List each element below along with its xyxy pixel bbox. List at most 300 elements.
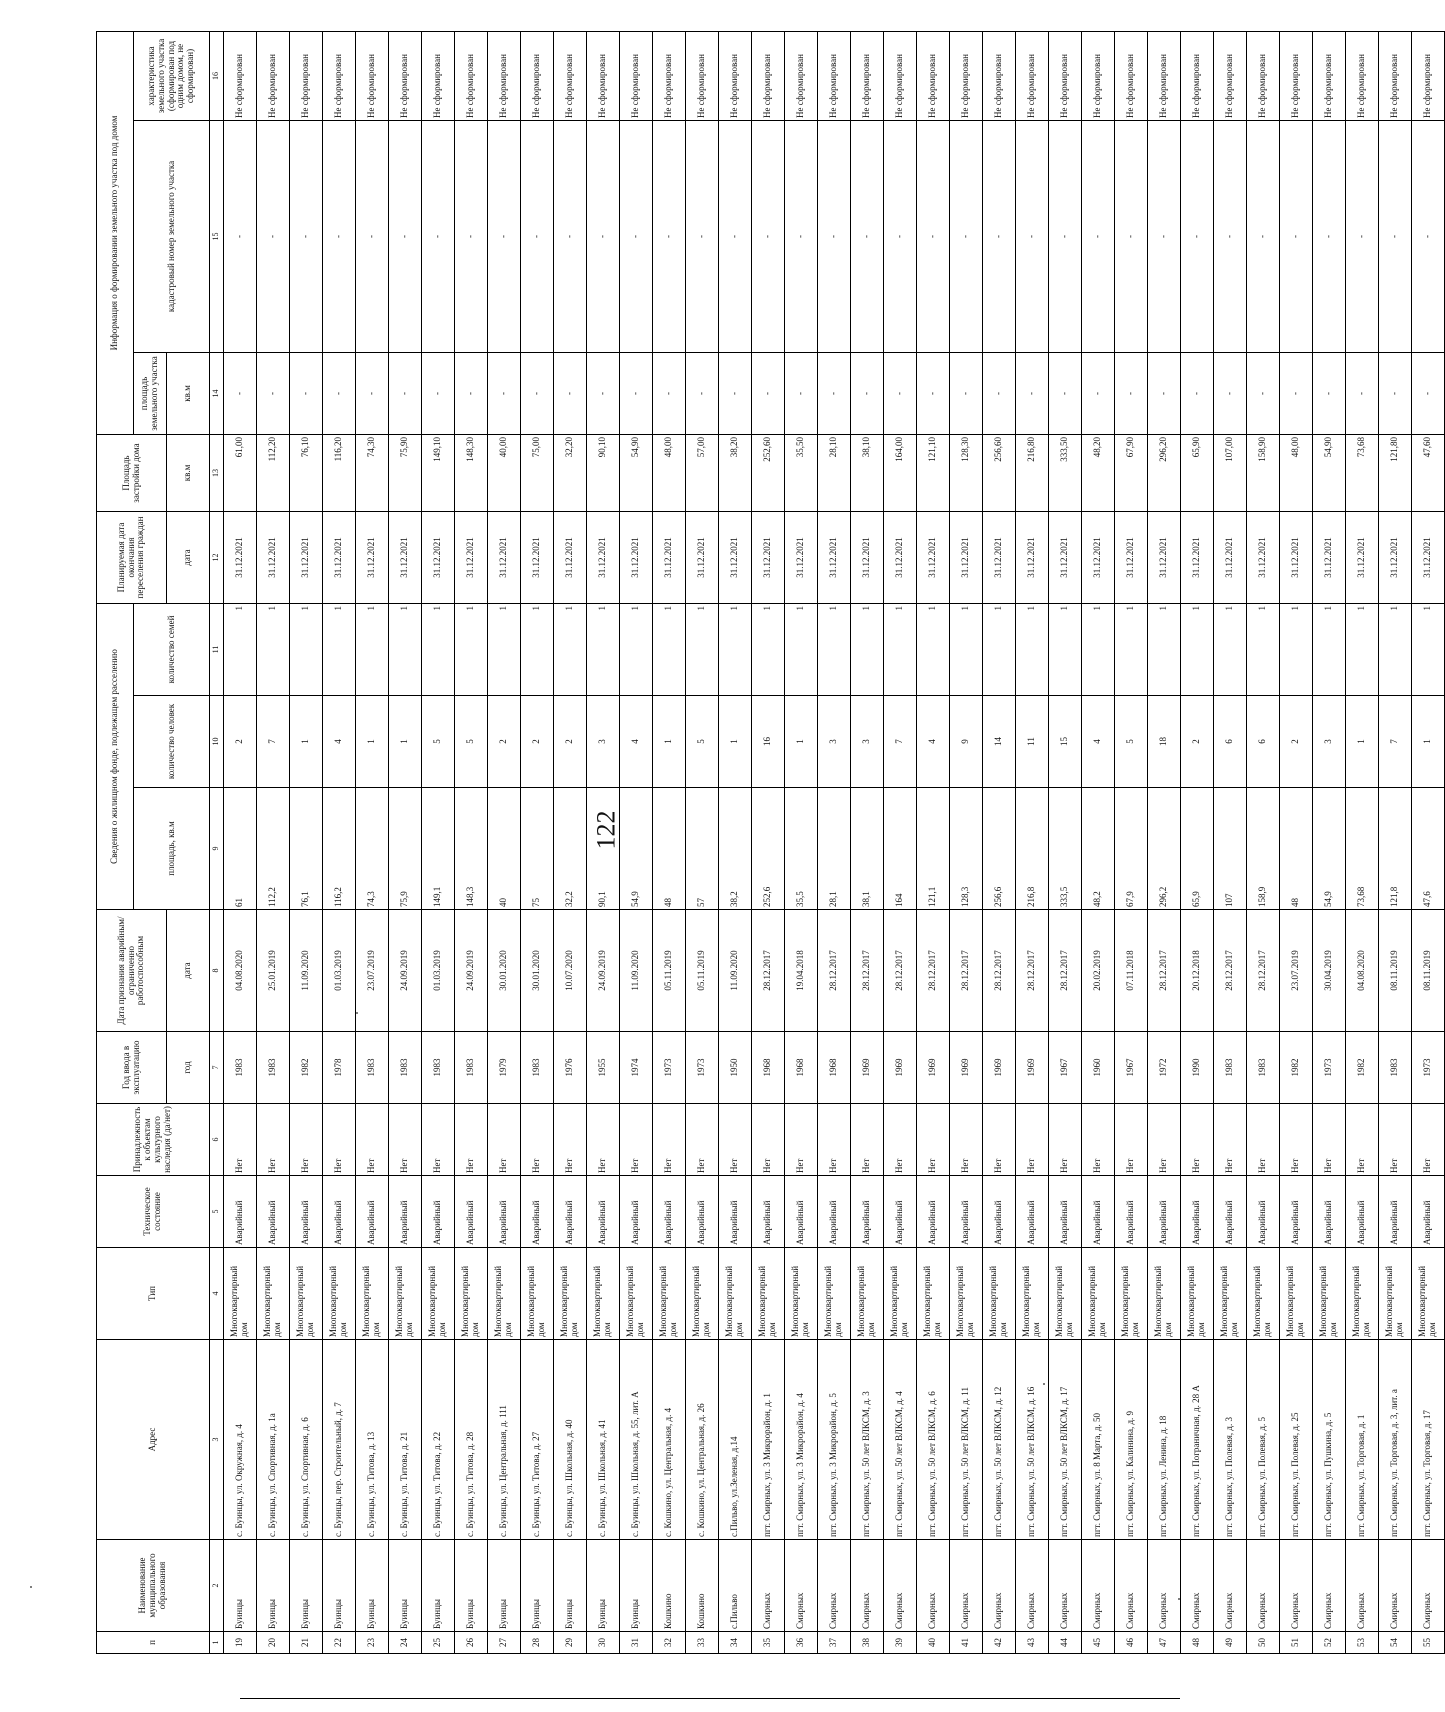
header-people: количество человек xyxy=(134,696,210,788)
land-area-cell: - xyxy=(620,353,653,435)
header-families: количество семей xyxy=(134,604,210,696)
condition-cell: Аварийный xyxy=(851,1176,884,1248)
condition-cell: Аварийный xyxy=(884,1176,917,1248)
municipality-cell: Буинцы xyxy=(422,1540,455,1632)
land-characteristic-cell: Не сформирован xyxy=(1148,32,1181,121)
cadastral-cell: - xyxy=(686,121,719,353)
people-cell: 2 xyxy=(1181,696,1214,788)
header-address: Адрес xyxy=(97,1340,210,1540)
row-number: 21 xyxy=(290,1632,323,1654)
land-characteristic-cell: Не сформирован xyxy=(290,32,323,121)
cadastral-cell: - xyxy=(1016,121,1049,353)
people-cell: 4 xyxy=(323,696,356,788)
area-cell: 164 xyxy=(884,788,917,910)
year-cell: 1982 xyxy=(1346,1032,1379,1104)
column-number: 13 xyxy=(210,435,224,512)
planned-date-cell: 31.12.2021 xyxy=(1379,512,1412,604)
building-area-cell: 112,20 xyxy=(257,435,290,512)
condition-cell: Аварийный xyxy=(1346,1176,1379,1248)
land-area-cell: - xyxy=(1313,353,1346,435)
rotated-table-container xyxy=(96,34,1437,1654)
people-cell: 1 xyxy=(290,696,323,788)
land-characteristic-cell: Не сформирован xyxy=(686,32,719,121)
land-characteristic-cell: Не сформирован xyxy=(389,32,422,121)
heritage-cell: Нет xyxy=(1346,1104,1379,1176)
unit-land-area: кв.м xyxy=(167,353,210,435)
table-row xyxy=(521,32,554,1654)
address-cell: пгт. Смирных, ул. Полевая, д. 5 xyxy=(1247,1340,1280,1540)
land-characteristic-cell: Не сформирован xyxy=(257,32,290,121)
municipality-cell: Буинцы xyxy=(290,1540,323,1632)
land-characteristic-cell: Не сформирован xyxy=(983,32,1016,121)
municipality-cell: Смирных xyxy=(917,1540,950,1632)
municipality-cell: Буинцы xyxy=(488,1540,521,1632)
recognition-date-cell: 07.11.2018 xyxy=(1115,910,1148,1032)
condition-cell: Аварийный xyxy=(521,1176,554,1248)
address-cell: пгт. Смирных, ул. Торговая, д. 1 xyxy=(1346,1340,1379,1540)
heritage-cell: Нет xyxy=(884,1104,917,1176)
families-cell: 1 xyxy=(1247,604,1280,696)
address-cell: пгт. Смирных, ул. 50 лет ВЛКСМ, д. 12 xyxy=(983,1340,1016,1540)
families-cell: 1 xyxy=(1280,604,1313,696)
year-cell: 1990 xyxy=(1181,1032,1214,1104)
type-cell: Многоквартирный дом xyxy=(983,1248,1016,1340)
planned-date-cell: 31.12.2021 xyxy=(1247,512,1280,604)
type-cell: Многоквартирный дом xyxy=(422,1248,455,1340)
building-area-cell: 32,20 xyxy=(554,435,587,512)
municipality-cell: с.Пильво xyxy=(719,1540,752,1632)
families-cell: 1 xyxy=(422,604,455,696)
type-cell: Многоквартирный дом xyxy=(1082,1248,1115,1340)
heritage-cell: Нет xyxy=(950,1104,983,1176)
municipality-cell: Кошкино xyxy=(653,1540,686,1632)
column-number: 10 xyxy=(210,696,224,788)
area-cell: 35,5 xyxy=(785,788,818,910)
row-number: 43 xyxy=(1016,1632,1049,1654)
land-characteristic-cell: Не сформирован xyxy=(455,32,488,121)
land-area-cell: - xyxy=(851,353,884,435)
type-cell: Многоквартирный дом xyxy=(488,1248,521,1340)
building-area-cell: 48,00 xyxy=(1280,435,1313,512)
planned-date-cell: 31.12.2021 xyxy=(1016,512,1049,604)
page-number: 122 xyxy=(591,810,621,850)
heritage-cell: Нет xyxy=(422,1104,455,1176)
cadastral-cell: - xyxy=(1379,121,1412,353)
type-cell: Многоквартирный дом xyxy=(1412,1248,1445,1340)
area-cell: 74,3 xyxy=(356,788,389,910)
people-cell: 3 xyxy=(587,696,620,788)
recognition-date-cell: 05.11.2019 xyxy=(686,910,719,1032)
year-cell: 1983 xyxy=(422,1032,455,1104)
land-characteristic-cell: Не сформирован xyxy=(1313,32,1346,121)
land-characteristic-cell: Не сформирован xyxy=(224,32,257,121)
table-row xyxy=(224,32,257,1654)
address-cell: пгт. Смирных, ул. Ленина, д. 18 xyxy=(1148,1340,1181,1540)
families-cell: 1 xyxy=(554,604,587,696)
year-cell: 1968 xyxy=(818,1032,851,1104)
planned-date-cell: 31.12.2021 xyxy=(422,512,455,604)
recognition-date-cell: 20.02.2019 xyxy=(1082,910,1115,1032)
families-cell: 1 xyxy=(1082,604,1115,696)
land-characteristic-cell: Не сформирован xyxy=(1280,32,1313,121)
land-area-cell: - xyxy=(785,353,818,435)
row-number: 49 xyxy=(1214,1632,1247,1654)
recognition-date-cell: 28.12.2017 xyxy=(884,910,917,1032)
recognition-date-cell: 08.11.2019 xyxy=(1412,910,1445,1032)
municipality-cell: Буинцы xyxy=(257,1540,290,1632)
cadastral-cell: - xyxy=(1148,121,1181,353)
land-characteristic-cell: Не сформирован xyxy=(1346,32,1379,121)
area-cell: 107 xyxy=(1214,788,1247,910)
address-cell: пгт. Смирных, ул. 3 Микрорайон, д. 1 xyxy=(752,1340,785,1540)
recognition-date-cell: 24.09.2019 xyxy=(587,910,620,1032)
row-number: 31 xyxy=(620,1632,653,1654)
area-cell: 65,9 xyxy=(1181,788,1214,910)
condition-cell: Аварийный xyxy=(983,1176,1016,1248)
heritage-cell: Нет xyxy=(1379,1104,1412,1176)
families-cell: 1 xyxy=(521,604,554,696)
header-num: п xyxy=(97,1632,210,1654)
land-characteristic-cell: Не сформирован xyxy=(719,32,752,121)
type-cell: Многоквартирный дом xyxy=(455,1248,488,1340)
recognition-date-cell: 08.11.2019 xyxy=(1379,910,1412,1032)
building-area-cell: 76,10 xyxy=(290,435,323,512)
families-cell: 1 xyxy=(587,604,620,696)
column-number: 14 xyxy=(210,353,224,435)
land-area-cell: - xyxy=(1214,353,1247,435)
year-cell: 1973 xyxy=(1313,1032,1346,1104)
building-area-cell: 35,50 xyxy=(785,435,818,512)
land-area-cell: - xyxy=(1016,353,1049,435)
planned-date-cell: 31.12.2021 xyxy=(488,512,521,604)
recognition-date-cell: 23.07.2019 xyxy=(356,910,389,1032)
table-row xyxy=(1181,32,1214,1654)
area-cell: 48 xyxy=(653,788,686,910)
area-cell: 256,6 xyxy=(983,788,1016,910)
families-cell: 1 xyxy=(323,604,356,696)
people-cell: 11 xyxy=(1016,696,1049,788)
type-cell: Многоквартирный дом xyxy=(323,1248,356,1340)
row-number: 26 xyxy=(455,1632,488,1654)
building-area-cell: 54,90 xyxy=(1313,435,1346,512)
header-municipality: Наименование муниципального образования xyxy=(97,1540,210,1632)
people-cell: 5 xyxy=(686,696,719,788)
families-cell: 1 xyxy=(1115,604,1148,696)
municipality-cell: Смирных xyxy=(1412,1540,1445,1632)
type-cell: Многоквартирный дом xyxy=(917,1248,950,1340)
planned-date-cell: 31.12.2021 xyxy=(389,512,422,604)
families-cell: 1 xyxy=(818,604,851,696)
municipality-cell: Смирных xyxy=(1247,1540,1280,1632)
municipality-cell: Смирных xyxy=(851,1540,884,1632)
table-row xyxy=(1214,32,1247,1654)
recognition-date-cell: 30.01.2020 xyxy=(521,910,554,1032)
row-number: 38 xyxy=(851,1632,884,1654)
land-area-cell: - xyxy=(1412,353,1445,435)
heritage-cell: Нет xyxy=(1148,1104,1181,1176)
heritage-cell: Нет xyxy=(620,1104,653,1176)
condition-cell: Аварийный xyxy=(1313,1176,1346,1248)
row-number: 48 xyxy=(1181,1632,1214,1654)
column-number-row xyxy=(210,32,224,1654)
land-area-cell: - xyxy=(1280,353,1313,435)
recognition-date-cell: 28.12.2017 xyxy=(1016,910,1049,1032)
land-area-cell: - xyxy=(1379,353,1412,435)
people-cell: 2 xyxy=(521,696,554,788)
building-area-cell: 74,30 xyxy=(356,435,389,512)
table-row xyxy=(1049,32,1082,1654)
condition-cell: Аварийный xyxy=(785,1176,818,1248)
cadastral-cell: - xyxy=(422,121,455,353)
recognition-date-cell: 04.08.2020 xyxy=(1346,910,1379,1032)
address-cell: с. Буинцы, ул. Титова, д. 21 xyxy=(389,1340,422,1540)
building-area-cell: 57,00 xyxy=(686,435,719,512)
heritage-cell: Нет xyxy=(1313,1104,1346,1176)
building-area-cell: 107,00 xyxy=(1214,435,1247,512)
type-cell: Многоквартирный дом xyxy=(1247,1248,1280,1340)
type-cell: Многоквартирный дом xyxy=(686,1248,719,1340)
table-row xyxy=(1082,32,1115,1654)
planned-date-cell: 31.12.2021 xyxy=(554,512,587,604)
people-cell: 7 xyxy=(257,696,290,788)
recognition-date-cell: 28.12.2017 xyxy=(1049,910,1082,1032)
row-number: 24 xyxy=(389,1632,422,1654)
type-cell: Многоквартирный дом xyxy=(884,1248,917,1340)
building-area-cell: 75,00 xyxy=(521,435,554,512)
year-cell: 1979 xyxy=(488,1032,521,1104)
table-row xyxy=(389,32,422,1654)
building-area-cell: 54,90 xyxy=(620,435,653,512)
heritage-cell: Нет xyxy=(323,1104,356,1176)
address-cell: пгт. Смирных, ул. Торговая, д. 3, лит. а xyxy=(1379,1340,1412,1540)
recognition-date-cell: 28.12.2017 xyxy=(1214,910,1247,1032)
row-number: 19 xyxy=(224,1632,257,1654)
type-cell: Многоквартирный дом xyxy=(1181,1248,1214,1340)
people-cell: 15 xyxy=(1049,696,1082,788)
recognition-date-cell: 24.09.2019 xyxy=(389,910,422,1032)
condition-cell: Аварийный xyxy=(1280,1176,1313,1248)
year-cell: 1983 xyxy=(1379,1032,1412,1104)
type-cell: Многоквартирный дом xyxy=(851,1248,884,1340)
year-cell: 1982 xyxy=(1280,1032,1313,1104)
land-characteristic-cell: Не сформирован xyxy=(1181,32,1214,121)
land-area-cell: - xyxy=(389,353,422,435)
municipality-cell: Смирных xyxy=(1016,1540,1049,1632)
emergency-housing-table xyxy=(96,31,1445,1654)
cadastral-cell: - xyxy=(620,121,653,353)
condition-cell: Аварийный xyxy=(587,1176,620,1248)
people-cell: 1 xyxy=(356,696,389,788)
area-cell: 216,8 xyxy=(1016,788,1049,910)
table-row xyxy=(1280,32,1313,1654)
cadastral-cell: - xyxy=(1412,121,1445,353)
planned-date-cell: 31.12.2021 xyxy=(917,512,950,604)
table-row xyxy=(1346,32,1379,1654)
land-area-cell: - xyxy=(356,353,389,435)
heritage-cell: Нет xyxy=(356,1104,389,1176)
address-cell: с.Пильво, ул.Зеленая, д.14 xyxy=(719,1340,752,1540)
heritage-cell: Нет xyxy=(1181,1104,1214,1176)
row-number: 45 xyxy=(1082,1632,1115,1654)
land-area-cell: - xyxy=(587,353,620,435)
table-row xyxy=(653,32,686,1654)
people-cell: 4 xyxy=(917,696,950,788)
type-cell: Многоквартирный дом xyxy=(752,1248,785,1340)
heritage-cell: Нет xyxy=(455,1104,488,1176)
type-cell: Многоквартирный дом xyxy=(356,1248,389,1340)
people-cell: 2 xyxy=(1280,696,1313,788)
column-number: 5 xyxy=(210,1176,224,1248)
table-row xyxy=(257,32,290,1654)
recognition-date-cell: 28.12.2017 xyxy=(752,910,785,1032)
type-cell: Многоквартирный дом xyxy=(1313,1248,1346,1340)
cadastral-cell: - xyxy=(389,121,422,353)
year-cell: 1983 xyxy=(1247,1032,1280,1104)
row-number: 41 xyxy=(950,1632,983,1654)
families-cell: 1 xyxy=(686,604,719,696)
families-cell: 1 xyxy=(488,604,521,696)
land-characteristic-cell: Не сформирован xyxy=(554,32,587,121)
condition-cell: Аварийный xyxy=(1214,1176,1247,1248)
heritage-cell: Нет xyxy=(653,1104,686,1176)
address-cell: с. Буинцы, ул. Спортивная, д. 1а xyxy=(257,1340,290,1540)
people-cell: 5 xyxy=(455,696,488,788)
column-number: 9 xyxy=(210,788,224,910)
table-row xyxy=(719,32,752,1654)
building-area-cell: 149,10 xyxy=(422,435,455,512)
row-number: 55 xyxy=(1412,1632,1445,1654)
land-characteristic-cell: Не сформирован xyxy=(1247,32,1280,121)
header-land-group: Информация о формировании земельного участка под домом xyxy=(97,32,134,435)
area-cell: 149,1 xyxy=(422,788,455,910)
land-characteristic-cell: Не сформирован xyxy=(785,32,818,121)
condition-cell: Аварийный xyxy=(752,1176,785,1248)
row-number: 34 xyxy=(719,1632,752,1654)
people-cell: 6 xyxy=(1247,696,1280,788)
column-number: 7 xyxy=(210,1032,224,1104)
people-cell: 3 xyxy=(818,696,851,788)
land-area-cell: - xyxy=(521,353,554,435)
planned-date-cell: 31.12.2021 xyxy=(323,512,356,604)
table-row xyxy=(488,32,521,1654)
type-cell: Многоквартирный дом xyxy=(257,1248,290,1340)
row-number: 53 xyxy=(1346,1632,1379,1654)
land-characteristic-cell: Не сформирован xyxy=(884,32,917,121)
land-area-cell: - xyxy=(719,353,752,435)
column-number: 4 xyxy=(210,1248,224,1340)
area-cell: 296,2 xyxy=(1148,788,1181,910)
unit-date: дата xyxy=(167,910,210,1032)
row-number: 29 xyxy=(554,1632,587,1654)
land-characteristic-cell: Не сформирован xyxy=(521,32,554,121)
recognition-date-cell: 28.12.2017 xyxy=(917,910,950,1032)
header-housing-group: Сведения о жилищном фонде, подлежащем расселению xyxy=(97,604,134,910)
land-area-cell: - xyxy=(257,353,290,435)
address-cell: с. Буинцы, ул. Школьная, д. 55, лит. А xyxy=(620,1340,653,1540)
year-cell: 1978 xyxy=(323,1032,356,1104)
building-area-cell: 164,00 xyxy=(884,435,917,512)
cadastral-cell: - xyxy=(257,121,290,353)
row-number: 39 xyxy=(884,1632,917,1654)
table-row xyxy=(818,32,851,1654)
people-cell: 7 xyxy=(1379,696,1412,788)
row-number: 33 xyxy=(686,1632,719,1654)
table-row xyxy=(554,32,587,1654)
table-row xyxy=(290,32,323,1654)
recognition-date-cell: 24.09.2019 xyxy=(455,910,488,1032)
condition-cell: Аварийный xyxy=(1412,1176,1445,1248)
planned-date-cell: 31.12.2021 xyxy=(356,512,389,604)
planned-date-cell: 31.12.2021 xyxy=(1181,512,1214,604)
heritage-cell: Нет xyxy=(851,1104,884,1176)
families-cell: 1 xyxy=(752,604,785,696)
recognition-date-cell: 28.12.2017 xyxy=(1247,910,1280,1032)
condition-cell: Аварийный xyxy=(257,1176,290,1248)
condition-cell: Аварийный xyxy=(1379,1176,1412,1248)
row-number: 35 xyxy=(752,1632,785,1654)
table-row xyxy=(422,32,455,1654)
area-cell: 48 xyxy=(1280,788,1313,910)
year-cell: 1955 xyxy=(587,1032,620,1104)
families-cell: 1 xyxy=(1148,604,1181,696)
land-area-cell: - xyxy=(983,353,1016,435)
land-area-cell: - xyxy=(290,353,323,435)
municipality-cell: Смирных xyxy=(884,1540,917,1632)
year-cell: 1983 xyxy=(455,1032,488,1104)
address-cell: пгт. Смирных, ул. Торговая, д. 17 xyxy=(1412,1340,1445,1540)
land-area-cell: - xyxy=(1115,353,1148,435)
column-number: 11 xyxy=(210,604,224,696)
area-cell: 67,9 xyxy=(1115,788,1148,910)
table-row xyxy=(323,32,356,1654)
building-area-cell: 48,20 xyxy=(1082,435,1115,512)
cadastral-cell: - xyxy=(1280,121,1313,353)
type-cell: Многоквартирный дом xyxy=(554,1248,587,1340)
building-area-cell: 48,00 xyxy=(653,435,686,512)
address-cell: пгт. Смирных, ул. 8 Марта, д. 50 xyxy=(1082,1340,1115,1540)
cadastral-cell: - xyxy=(323,121,356,353)
table-body xyxy=(224,32,1445,1654)
row-number: 51 xyxy=(1280,1632,1313,1654)
table-row xyxy=(1313,32,1346,1654)
municipality-cell: Буинцы xyxy=(620,1540,653,1632)
unit-year: год xyxy=(167,1032,210,1104)
type-cell: Многоквартирный дом xyxy=(521,1248,554,1340)
year-cell: 1960 xyxy=(1082,1032,1115,1104)
municipality-cell: Смирных xyxy=(983,1540,1016,1632)
table-row xyxy=(851,32,884,1654)
families-cell: 1 xyxy=(620,604,653,696)
building-area-cell: 216,80 xyxy=(1016,435,1049,512)
area-cell: 333,5 xyxy=(1049,788,1082,910)
area-cell: 28,1 xyxy=(818,788,851,910)
row-number: 52 xyxy=(1313,1632,1346,1654)
cadastral-cell: - xyxy=(884,121,917,353)
address-cell: с. Буинцы, ул. Школьная, д. 40 xyxy=(554,1340,587,1540)
year-cell: 1950 xyxy=(719,1032,752,1104)
unit-planned-date: дата xyxy=(167,512,210,604)
heritage-cell: Нет xyxy=(785,1104,818,1176)
land-characteristic-cell: Не сформирован xyxy=(323,32,356,121)
year-cell: 1969 xyxy=(917,1032,950,1104)
condition-cell: Аварийный xyxy=(950,1176,983,1248)
land-area-cell: - xyxy=(455,353,488,435)
planned-date-cell: 31.12.2021 xyxy=(851,512,884,604)
municipality-cell: Буинцы xyxy=(224,1540,257,1632)
address-cell: пгт. Смирных, ул. 50 лет ВЛКСМ, д. 3 xyxy=(851,1340,884,1540)
condition-cell: Аварийный xyxy=(719,1176,752,1248)
type-cell: Многоквартирный дом xyxy=(719,1248,752,1340)
